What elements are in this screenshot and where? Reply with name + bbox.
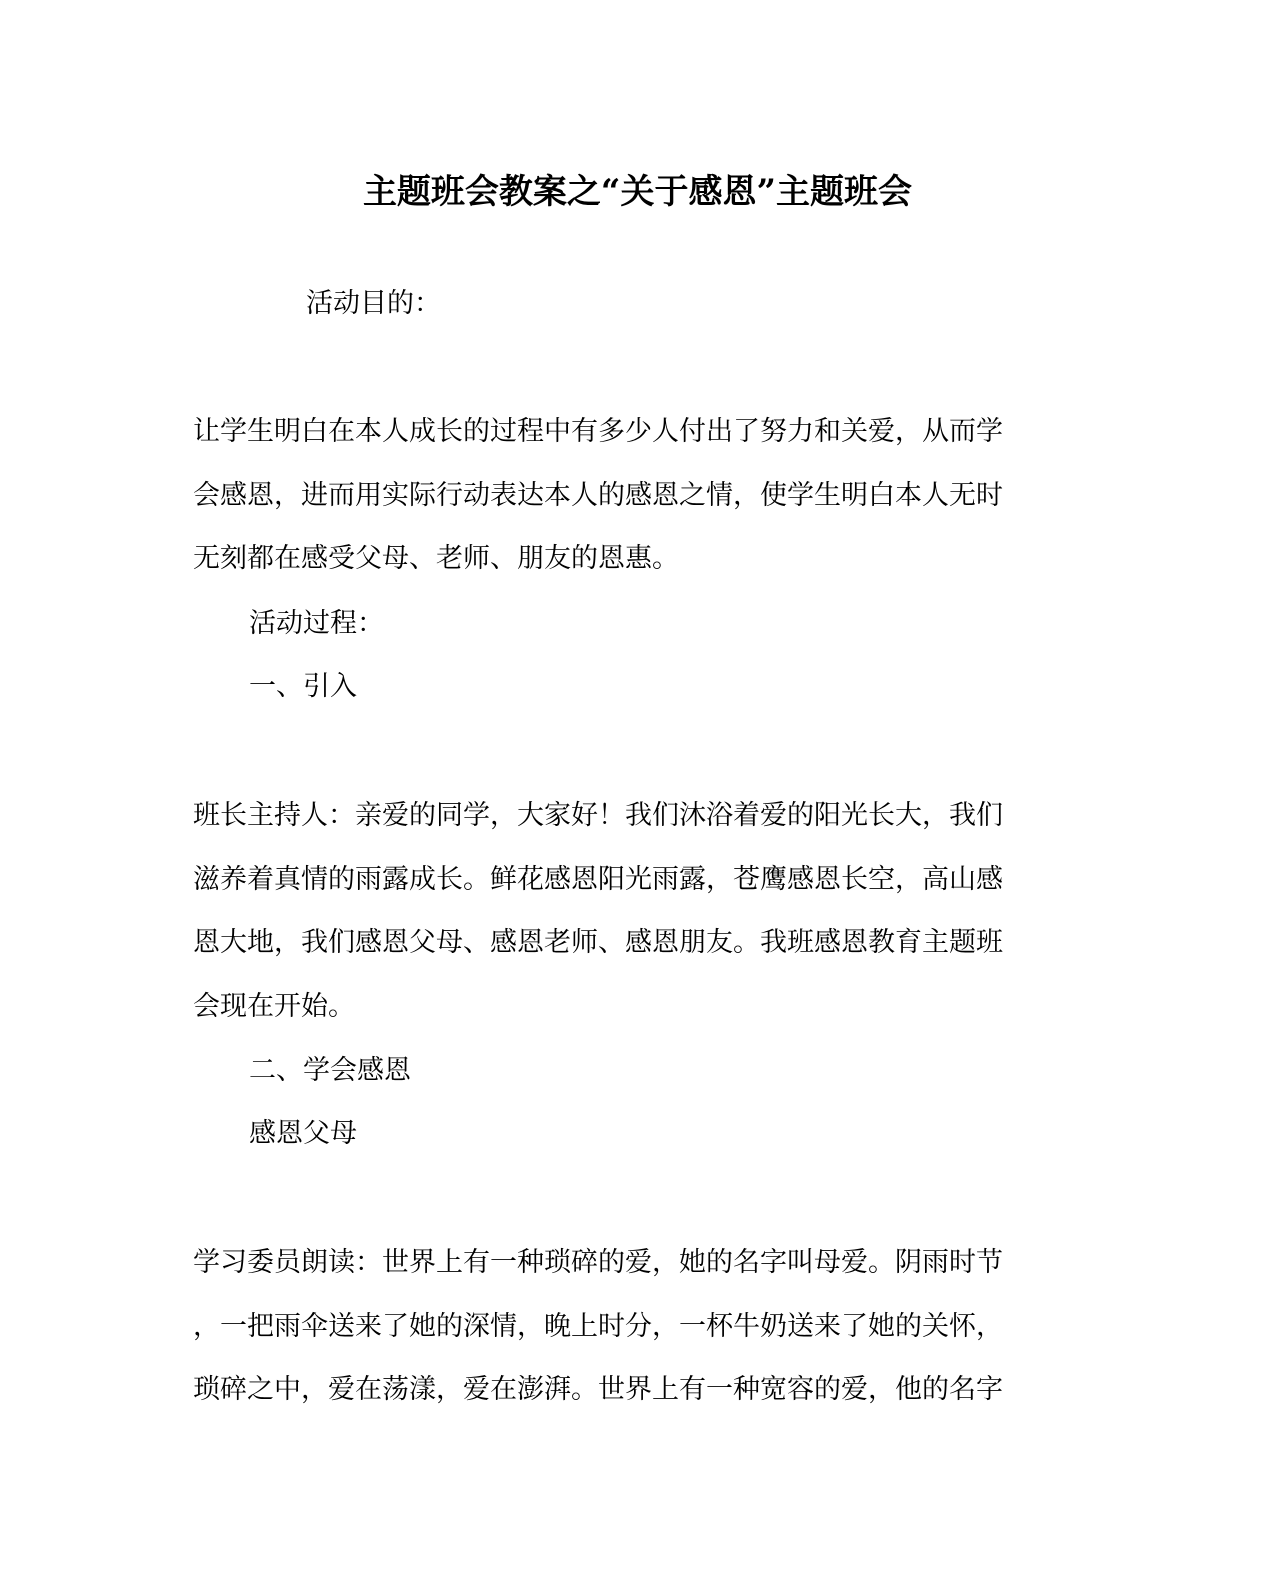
purpose-line-1: 让学生明白在本人成长的过程中有多少人付出了努力和关爱，从而学 <box>193 416 1003 447</box>
intro-line-4: 会现在开始。 <box>193 991 355 1022</box>
heading-purpose: 活动目的： <box>306 288 441 319</box>
document-title: 主题班会教案之“关于感恩”主题班会 <box>362 172 913 212</box>
intro-line-2: 滋养着真情的雨露成长。鲜花感恩阳光雨露，苍鹰感恩长空，高山感 <box>193 864 1003 895</box>
reading-line-2: ，一把雨伞送来了她的深情，晚上时分，一杯牛奶送来了她的关怀， <box>193 1311 1003 1342</box>
heading-process: 活动过程： <box>249 608 384 639</box>
purpose-line-2: 会感恩，进而用实际行动表达本人的感恩之情，使学生明白本人无时 <box>193 480 1003 511</box>
subsection-heading-parents: 感恩父母 <box>249 1118 357 1149</box>
section-heading-intro: 一、引入 <box>249 671 357 702</box>
reading-line-1: 学习委员朗读：世界上有一种琐碎的爱，她的名字叫母爱。阴雨时节 <box>193 1247 1003 1278</box>
section-heading-gratitude: 二、学会感恩 <box>249 1055 411 1086</box>
purpose-line-3: 无刻都在感受父母、老师、朋友的恩惠。 <box>193 543 679 574</box>
intro-line-1: 班长主持人：亲爱的同学，大家好！我们沐浴着爱的阳光长大，我们 <box>193 800 1003 831</box>
reading-line-3: 琐碎之中，爱在荡漾，爱在澎湃。世界上有一种宽容的爱，他的名字 <box>193 1374 1003 1405</box>
intro-line-3: 恩大地，我们感恩父母、感恩老师、感恩朋友。我班感恩教育主题班 <box>193 927 1003 958</box>
